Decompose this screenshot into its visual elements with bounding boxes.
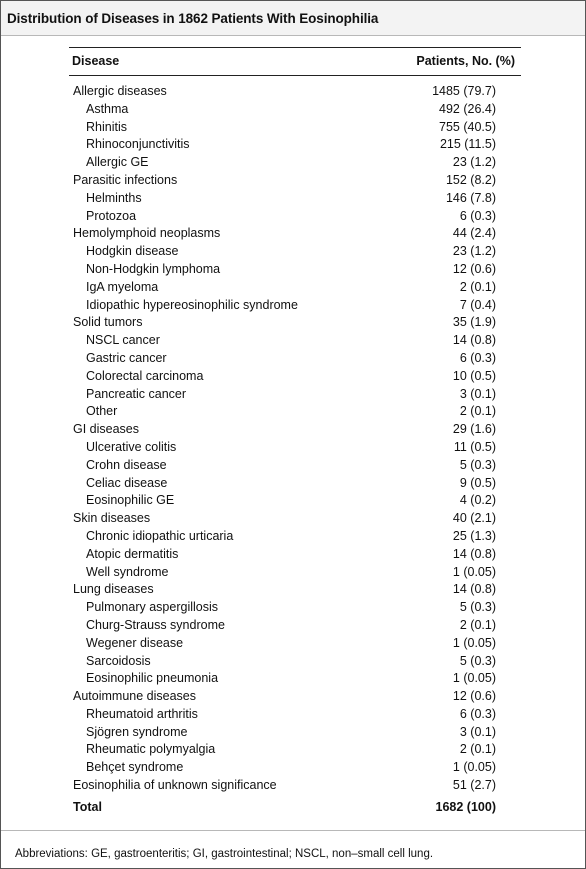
patients-cell: 23 (1.2) bbox=[452, 244, 496, 259]
disease-cell: Pulmonary aspergillosis bbox=[86, 600, 219, 615]
patients-cell: 29 (1.6) bbox=[452, 422, 496, 437]
patients-cell: 152 (8.2) bbox=[445, 172, 496, 187]
patients-cell: 35 (1.9) bbox=[452, 315, 496, 330]
table-row-subcategory bbox=[69, 670, 521, 688]
patients-cell: 5 (0.3) bbox=[459, 653, 496, 668]
disease-cell: Ulcerative colitis bbox=[86, 439, 177, 454]
table-row-subcategory bbox=[69, 599, 521, 617]
disease-cell: Solid tumors bbox=[73, 315, 143, 330]
disease-cell: Eosinophilic GE bbox=[86, 493, 175, 508]
patients-cell: 5 (0.3) bbox=[459, 600, 496, 615]
disease-cell: Sjögren syndrome bbox=[86, 724, 188, 739]
patients-cell: 40 (2.1) bbox=[452, 511, 496, 526]
patients-cell: 1 (0.05) bbox=[452, 671, 496, 686]
disease-cell: Hodgkin disease bbox=[86, 244, 179, 259]
table-row-subcategory bbox=[69, 635, 521, 653]
disease-cell: Allergic GE bbox=[86, 155, 149, 170]
patients-cell: 1 (0.05) bbox=[452, 564, 496, 579]
table-row-subcategory bbox=[69, 297, 521, 315]
table-row-subcategory bbox=[69, 261, 521, 279]
disease-cell: Skin diseases bbox=[73, 511, 151, 526]
disease-cell: Chronic idiopathic urticaria bbox=[86, 528, 234, 543]
disease-cell: Colorectal carcinoma bbox=[86, 368, 204, 383]
disease-cell: Idiopathic hypereosinophilic syndrome bbox=[86, 297, 298, 312]
disease-cell: Autoimmune diseases bbox=[73, 689, 196, 704]
disease-cell: Crohn disease bbox=[86, 457, 167, 472]
disease-cell: Eosinophilic pneumonia bbox=[86, 671, 219, 686]
disease-cell: Non-Hodgkin lymphoma bbox=[86, 261, 221, 276]
disease-cell: NSCL cancer bbox=[86, 333, 160, 348]
header-patients: Patients, No. (%) bbox=[416, 54, 515, 68]
disease-cell: Rheumatic polymyalgia bbox=[86, 742, 216, 757]
table-row-subcategory bbox=[69, 243, 521, 261]
table-row-category bbox=[69, 314, 521, 332]
patients-cell: 12 (0.6) bbox=[452, 689, 496, 704]
table-body bbox=[69, 76, 521, 799]
disease-cell: Other bbox=[86, 404, 118, 419]
table-row-subcategory bbox=[69, 350, 521, 368]
table-row-subcategory bbox=[69, 154, 521, 172]
patients-cell: 1485 (79.7) bbox=[432, 84, 496, 98]
patients-cell: 2 (0.1) bbox=[459, 742, 496, 757]
patients-cell: 44 (2.4) bbox=[452, 226, 496, 241]
patients-cell: 51 (2.7) bbox=[452, 778, 496, 793]
patients-cell: 2 (0.1) bbox=[459, 404, 496, 419]
patients-cell: 11 (0.5) bbox=[453, 439, 496, 454]
total-label: Total bbox=[73, 799, 102, 814]
table-row-subcategory bbox=[69, 475, 521, 493]
patients-cell: 3 (0.1) bbox=[459, 386, 496, 401]
disease-cell: IgA myeloma bbox=[86, 279, 159, 294]
table-title: Distribution of Diseases in 1862 Patients With Eosinophilia bbox=[7, 11, 379, 26]
table-row-subcategory bbox=[69, 617, 521, 635]
disease-cell: Helminths bbox=[86, 190, 142, 205]
table-row-category bbox=[69, 581, 521, 599]
patients-cell: 1 (0.05) bbox=[452, 635, 496, 650]
patients-cell: 3 (0.1) bbox=[459, 724, 496, 739]
disease-cell: GI diseases bbox=[73, 422, 140, 437]
table-row-subcategory bbox=[69, 190, 521, 208]
patients-cell: 5 (0.3) bbox=[459, 457, 496, 472]
patients-cell: 6 (0.3) bbox=[459, 350, 496, 365]
data-table bbox=[69, 47, 521, 817]
patients-cell: 25 (1.3) bbox=[452, 528, 496, 543]
patients-cell: 23 (1.2) bbox=[452, 155, 496, 170]
table-row-subcategory bbox=[69, 368, 521, 386]
table-row-subcategory bbox=[69, 492, 521, 510]
disease-cell: Churg-Strauss syndrome bbox=[86, 617, 225, 632]
table-row-subcategory bbox=[69, 564, 521, 582]
footer bbox=[1, 830, 585, 869]
table-row-subcategory bbox=[69, 759, 521, 777]
table-row-category bbox=[69, 83, 521, 101]
table-header bbox=[69, 48, 521, 75]
table-row-category bbox=[69, 777, 521, 795]
disease-cell: Lung diseases bbox=[73, 582, 154, 597]
title-bar bbox=[1, 1, 585, 36]
table-row-category bbox=[69, 510, 521, 528]
patients-cell: 492 (26.4) bbox=[439, 101, 496, 116]
disease-cell: Well syndrome bbox=[86, 564, 169, 579]
total-value: 1682 (100) bbox=[435, 799, 496, 814]
disease-cell: Allergic diseases bbox=[73, 84, 167, 98]
disease-cell: Pancreatic cancer bbox=[86, 386, 187, 401]
table-row-subcategory bbox=[69, 101, 521, 119]
patients-cell: 2 (0.1) bbox=[459, 617, 496, 632]
table-row-subcategory bbox=[69, 136, 521, 154]
patients-cell: 215 (11.5) bbox=[439, 137, 496, 152]
disease-cell: Protozoa bbox=[86, 208, 137, 223]
patients-cell: 1 (0.05) bbox=[452, 760, 496, 775]
header-disease: Disease bbox=[72, 54, 120, 68]
table-row-subcategory bbox=[69, 724, 521, 742]
table-row-subcategory bbox=[69, 528, 521, 546]
disease-cell: Rheumatoid arthritis bbox=[86, 706, 198, 721]
table-row-category bbox=[69, 225, 521, 243]
disease-cell: Hemolymphoid neoplasms bbox=[73, 226, 221, 241]
total-row bbox=[69, 799, 521, 817]
disease-cell: Gastric cancer bbox=[86, 350, 167, 365]
disease-cell: Rhinitis bbox=[86, 119, 127, 134]
disease-cell: Sarcoidosis bbox=[86, 653, 151, 668]
disease-cell: Rhinoconjunctivitis bbox=[86, 137, 190, 152]
table-row-subcategory bbox=[69, 403, 521, 421]
table-row-subcategory bbox=[69, 279, 521, 297]
disease-cell: Behçet syndrome bbox=[86, 760, 184, 775]
table-row-subcategory bbox=[69, 546, 521, 564]
disease-cell: Asthma bbox=[86, 101, 129, 116]
table-row-subcategory bbox=[69, 741, 521, 759]
footnote: Abbreviations: GE, gastroenteritis; GI, gastrointestinal; NSCL, non–small cell lung. bbox=[15, 848, 434, 860]
table-row-subcategory bbox=[69, 653, 521, 671]
table-row-subcategory bbox=[69, 386, 521, 404]
table-row-subcategory bbox=[69, 208, 521, 226]
table-row-subcategory bbox=[69, 457, 521, 475]
patients-cell: 14 (0.8) bbox=[452, 546, 496, 561]
patients-cell: 4 (0.2) bbox=[459, 493, 496, 508]
patients-cell: 146 (7.8) bbox=[445, 190, 496, 205]
patients-cell: 12 (0.6) bbox=[452, 261, 496, 276]
disease-cell: Eosinophilia of unknown significance bbox=[73, 778, 277, 793]
patients-cell: 10 (0.5) bbox=[452, 368, 496, 383]
table-row-subcategory bbox=[69, 332, 521, 350]
table-row-subcategory bbox=[69, 439, 521, 457]
disease-cell: Celiac disease bbox=[86, 475, 168, 490]
patients-cell: 2 (0.1) bbox=[459, 279, 496, 294]
disease-cell: Wegener disease bbox=[86, 635, 184, 650]
disease-cell: Atopic dermatitis bbox=[86, 546, 179, 561]
patients-cell: 755 (40.5) bbox=[439, 119, 496, 134]
patients-cell: 7 (0.4) bbox=[459, 297, 496, 312]
table-row-category bbox=[69, 421, 521, 439]
patients-cell: 14 (0.8) bbox=[452, 582, 496, 597]
patients-cell: 14 (0.8) bbox=[452, 333, 496, 348]
patients-cell: 9 (0.5) bbox=[459, 475, 496, 490]
table-row-category bbox=[69, 688, 521, 706]
disease-cell: Parasitic infections bbox=[73, 172, 178, 187]
table-row-subcategory bbox=[69, 119, 521, 137]
patients-cell: 6 (0.3) bbox=[459, 706, 496, 721]
table-row-subcategory bbox=[69, 706, 521, 724]
table-row-category bbox=[69, 172, 521, 190]
patients-cell: 6 (0.3) bbox=[459, 208, 496, 223]
